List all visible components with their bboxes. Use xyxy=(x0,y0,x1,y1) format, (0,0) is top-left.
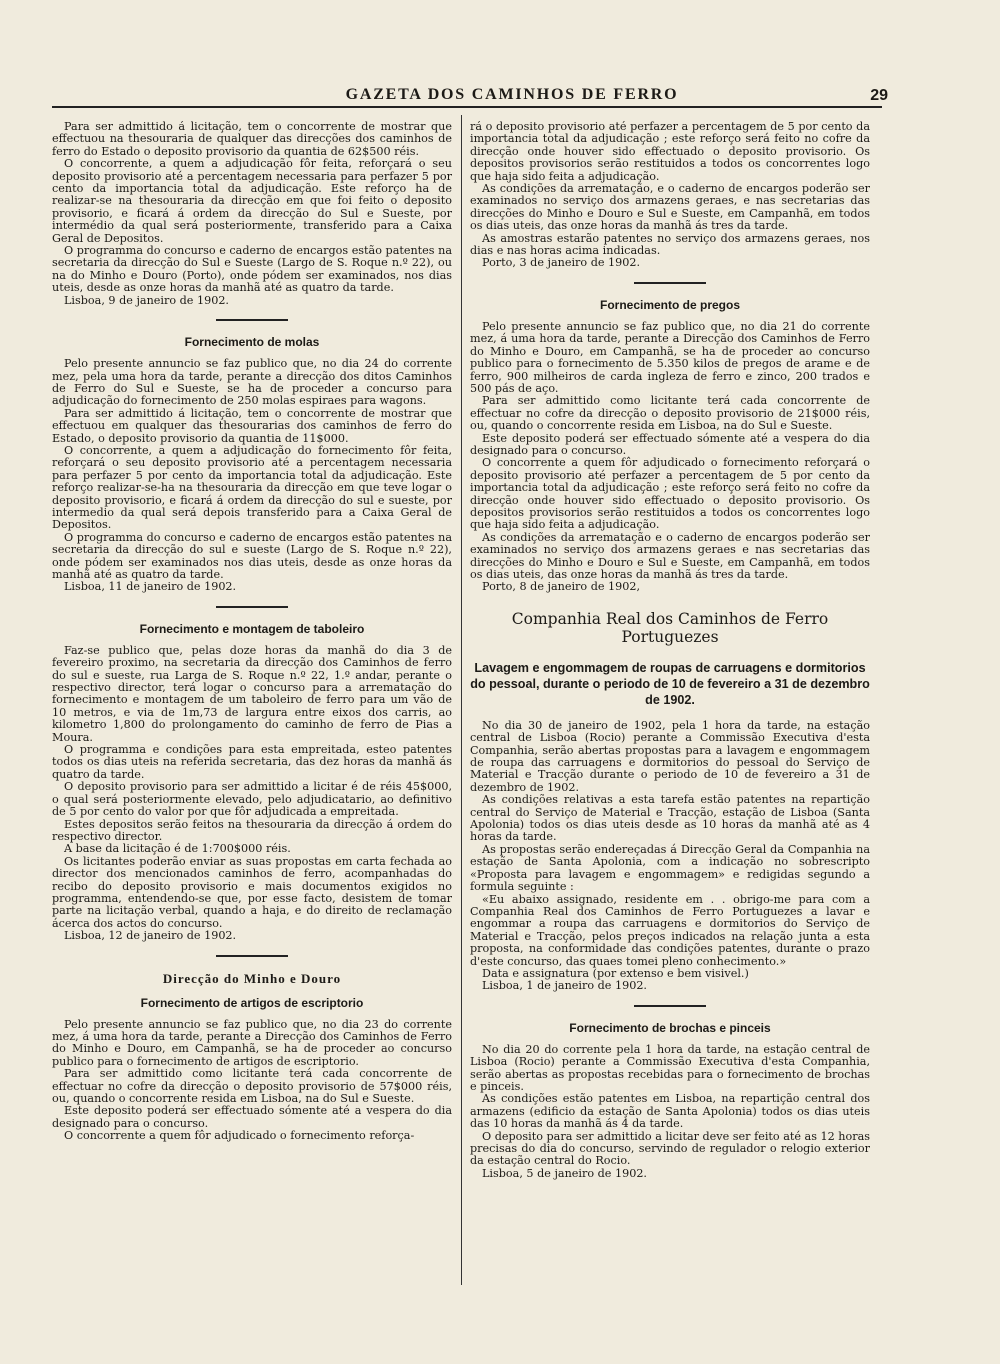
dateline: Porto, 3 de janeiro de 1902. xyxy=(482,256,641,270)
article-molas xyxy=(52,358,452,594)
section-title-brochas: Fornecimento de brochas e pinceis xyxy=(569,1020,771,1035)
paragraph: O programma do concurso e caderno de encargos estão patentes na secretaria da direcção do Sul e Sueste (Largo de S. Roque n.º 22), ou na do Minho e Douro (Porto), onde pódem ser examinados, nos dias uteis, desde as onze horas da manhã até as quatro da tarde. xyxy=(52,244,452,295)
article-brochas xyxy=(470,1044,870,1180)
paragraph: Pelo presente annuncio se faz publico que, no dia 23 do corrente mez, á uma hora da tarde, perante a Direcção dos Caminhos de Ferro do Minho e Douro, em Campanhã, se ha de proceder ao concurso publico para o fornecimento de artigos de escriptorio. xyxy=(52,1017,452,1068)
section-rule xyxy=(634,282,706,284)
section-rule xyxy=(216,606,288,608)
article-continuation xyxy=(52,121,452,307)
paragraph: Os licitantes poderão enviar as suas propostas em carta fechada ao director dos mencionados caminhos de ferro, acompanhadas do recibo do deposito provisorio e mais documentos exigidos no programma, entendendo-se que, por esse facto, desistem de tomar parte na licitação verbal, quando a haja, e do direito de reclamação ácerca dos actos do concurso. xyxy=(52,854,452,930)
right-column xyxy=(470,121,870,1281)
paragraph: O concorrente a quem fôr adjudicado o fornecimento reforça- xyxy=(64,1129,415,1143)
paragraph: O concorrente, a quem a adjudicação do fornecimento fôr feita, reforçará o seu deposito provisorio até a percentagem necessaria para perfazer 5 por cento da importancia total da adjudicação. Este reforço realizar-se-ha na thesouraria da direcção em que teve logar o deposito provisorio, e ficará á ordem da direcção do sul e sueste, por intermedio da qual será depois transferido para a Caixa Geral de Depositos. xyxy=(52,443,452,532)
paragraph: As condições relativas a esta tarefa estão patentes na repartição central do Serviço de Material e Tracção, estação de Lisboa (Santa Apolonia) todos os dias uteis desde as 10 horas da manhã até as 4 horas da tarde. xyxy=(470,793,870,844)
section-title-minho-douro: Direcção do Minho e Douro xyxy=(162,970,342,986)
section-title-escriptorio: Fornecimento de artigos de escriptorio xyxy=(140,995,364,1010)
paragraph: As condições da arrematação e o caderno de encargos poderão ser examinados no serviço dos armazens geraes e nas secretarias das direcções do Minho e Douro e Sul e Sueste, em Campanhã, em todos os dias uteis, das onze horas da manhã ás tres da tarde. xyxy=(470,530,870,581)
article-continuation-right xyxy=(470,121,870,270)
dateline: Lisboa, 9 de janeiro de 1902. xyxy=(64,293,229,307)
article-taboleiro xyxy=(52,645,452,943)
paragraph: Este deposito poderá ser effectuado sómente até a vespera do dia designado para o concurso. xyxy=(52,1104,452,1130)
paragraph: O deposito para ser admittido a licitar deve ser feito até as 12 horas precisas do dia do concurso, servindo de regulador o relogio exterior da estação central do Rocio. xyxy=(470,1129,870,1168)
section-rule xyxy=(216,319,288,321)
section-title-pregos: Fornecimento de pregos xyxy=(599,297,741,312)
paragraph: Faz-se publico que, pelas doze horas da manhã do dia 3 de fevereiro proximo, na secretaria da direcção dos Caminhos de ferro do sul e sueste, rua Larga de S. Roque n.º 22, 1.º andar, perante o respectivo director, terá logar o concurso para a arrematação do fornecimento e montagem de um taboleiro de ferro para um vão de 10 metros, e via de 1m,73 de largura entre eixos dos carris, ao kilometro 1,800 do prolongamento do caminho de ferro de Pias a Moura. xyxy=(52,643,452,744)
dateline: Lisboa, 1 de janeiro de 1902. xyxy=(482,979,647,993)
section-title-molas: Fornecimento de molas xyxy=(184,335,320,350)
page-header-title: GAZETA DOS CAMINHOS DE FERRO xyxy=(345,86,679,103)
paragraph: Pelo presente annuncio se faz publico que, no dia 24 do corrente mez, pela uma hora da tarde, perante a direcção dos ditos Caminhos de Ferro do Sul e Sueste, se ha de proceder a concurso para adjudicação do fornecimento de 250 molas espiraes para wagons. xyxy=(52,357,452,408)
section-rule xyxy=(634,1005,706,1007)
paragraph: No dia 20 do corrente pela 1 hora da tarde, na estação central de Lisboa (Rocio) perante a Commissão Executiva d'esta Companhia, serão abertas as propostas recebidas para o fornecimento de brochas e pinceis. xyxy=(470,1042,870,1093)
paragraph: As condições da arrematação, e o caderno de encargos poderão ser examinados no serviço dos armazens geraes, e nas secretarias das direcções do Minho e Douro e Sul e Sueste, em Campanhã, em todos os dias uteis, das onze horas da manhã ás tres da tarde. xyxy=(470,182,870,233)
paragraph: As condições estão patentes em Lisboa, na repartição central dos armazens (edificio da estação de Santa Apolonia) todos os dias uteis das 10 horas da manhã ás 4 da tarde. xyxy=(470,1092,870,1131)
left-column xyxy=(52,121,452,1286)
article-pregos xyxy=(470,321,870,594)
paragraph: O concorrente, a quem a adjudicação fôr feita, reforçará o seu deposito provisorio até a percentagem necessaria para perfazer 5 por cento da importancia total da adjudicação. Este reforço ha de realizar-se na thesouraria da direcção em que foi feito o deposito provisorio, e ficará á ordem da direcção do Sul e Sueste, por intermédio da qual será posteriormente, transferido para a Caixa Geral de Depositos. xyxy=(52,157,452,245)
paragraph: Data e assignatura (por extenso e bem visivel.) xyxy=(482,966,749,980)
running-head xyxy=(62,86,888,106)
column-divider xyxy=(461,115,462,1285)
section-rule xyxy=(216,955,288,957)
dateline: Lisboa, 11 de janeiro de 1902. xyxy=(64,580,237,594)
paragraph: Para ser admittido á licitação, tem o concorrente de mostrar que effectuou em qualquer das thesourarias dos caminhos de ferro do Estado, o deposito provisorio da quantia de 11$000. xyxy=(52,406,452,445)
paragraph: O deposito provisorio para ser admittido a licitar é de réis 45$000, o qual será posteriormente elevado, pelo adjudicatario, ao definitivo de 5 por cento do valor por que fôr adjudicada a empreitada. xyxy=(52,780,452,819)
paragraph: Para ser admittido como licitante terá cada concorrente de effectuar no cofre da direcção o deposito provisorio de 57$000 réis, ou, quando o concorrente resida em Lisboa, na do Sul e Sueste. xyxy=(52,1067,452,1105)
paragraph: Para ser admittido como licitante terá cada concorrente de effectuar no cofre da direcção o deposito provisorio de 21$000 réis, ou, quando o concorrente resida em Lisboa, na do Sul e Sueste. xyxy=(470,394,870,433)
paragraph: Pelo presente annuncio se faz publico que, no dia 21 do corrente mez, á uma hora da tarde, perante a Direcção dos Caminhos de Ferro do Minho e Douro, em Campanhã, se ha de proceder ao concurso publico para o fornecimento de 5.350 kilos de pregos de arame e de ferro, 900 milheiros de carda ingleza de ferro e zinco, 200 trados e 500 pás de aço. xyxy=(470,319,870,395)
dateline: Lisboa, 12 de janeiro de 1902. xyxy=(64,929,237,943)
paragraph: Estes depositos serão feitos na thesouraria da direcção á ordem do respectivo director. xyxy=(52,817,452,843)
paragraph: O concorrente a quem fôr adjudicado o fornecimento reforçará o deposito provisorio até perfazer a percentagem de 5 por cento da importancia total da adjudicação ; este reforço será feito no cofre da direcção onde houver sido effectuado o deposito provisorio. Os depositos provisorios serão restituidos a todos os concorrentes logo que haja sido feita a adjudicação. xyxy=(470,456,870,532)
paragraph: As propostas serão endereçadas á Direcção Geral da Companhia na estação de Santa Apolonia, com a indicação no sobrescripto «Proposta para lavagem e engommagem» e redigidas segundo a formula seguinte : xyxy=(470,842,870,894)
page-number: 29 xyxy=(870,87,888,104)
header-rule xyxy=(52,106,882,108)
dateline: Porto, 8 de janeiro de 1902, xyxy=(482,580,641,594)
paragraph: A base da licitação é de 1:700$000 réis. xyxy=(64,842,291,856)
paragraph: Este deposito poderá ser effectuado sómente até a vespera do dia designado para o concurso. xyxy=(470,431,870,457)
paragraph: O programma e condições para esta empreitada, esteo patentes todos os dias uteis na referida secretaria, das dez horas da manhã ás quatro da tarde. xyxy=(52,743,452,781)
paragraph: O programma do concurso e caderno de encargos estão patentes na secretaria da direcção do sul e sueste (Largo de S. Roque n.º 22), onde pódem ser examinados nos dias uteis, desde as onze horas da manhã até as quatro da tarde. xyxy=(52,530,452,581)
section-title-lavagem: Lavagem e engommagem de roupas de carruagens e dormitorios do pessoal, durante o periodo de 10 de fevereiro a 31 de dezembro de 1902. xyxy=(470,660,870,707)
paragraph: «Eu abaixo assignado, residente em . . obrigo-me para com a Companhia Real dos Caminhos de Ferro Portuguezes a lavar e engommar a roupa das carruagens e dormitorios do Serviço de Material e Tracção, pelos preços indicados na relação junta a esta proposta, na conformidade das condições patentes, durante o prazo d'este concurso, das quaes tomei pleno conhecimento.» xyxy=(470,892,870,968)
paragraph: rá o deposito provisorio até perfazer a percentagem de 5 por cento da importancia total da adjudicação ; este reforço será feito no cofre da direcção onde houver sido effectuado o deposito provisorio. Os depositos provisorios serão restituidos a todos os concorrentes logo que haja sido feita a adjudicação. xyxy=(470,121,870,183)
article-escriptorio xyxy=(52,1019,452,1143)
article-lavagem xyxy=(470,720,870,993)
paragraph: As amostras estarão patentes no serviço dos armazens geraes, nos dias e nas horas acima indicadas. xyxy=(470,231,870,258)
paragraph: No dia 30 de janeiro de 1902, pela 1 hora da tarde, na estação central de Lisboa (Rocio) perante a Commissão Executiva d'esta Companhia, serão abertas propostas para a lavagem e engommagem de roupa das carruagens e dormitorios do pessoal do Serviço de Material e Tracção durante o periodo de 10 de fevereiro a 31 de dezembro de 1902. xyxy=(470,718,870,794)
company-heading: Companhia Real dos Caminhos de Ferro Portuguezes xyxy=(511,609,829,646)
dateline: Lisboa, 5 de janeiro de 1902. xyxy=(482,1166,647,1180)
section-title-taboleiro: Fornecimento e montagem de taboleiro xyxy=(139,621,365,636)
paragraph: Para ser admittido á licitação, tem o concorrente de mostrar que effectuou na thesouraria de qualquer das direcções dos caminhos de ferro do Estado o deposito provisorio da quantia de 62$500 réis. xyxy=(52,121,452,158)
